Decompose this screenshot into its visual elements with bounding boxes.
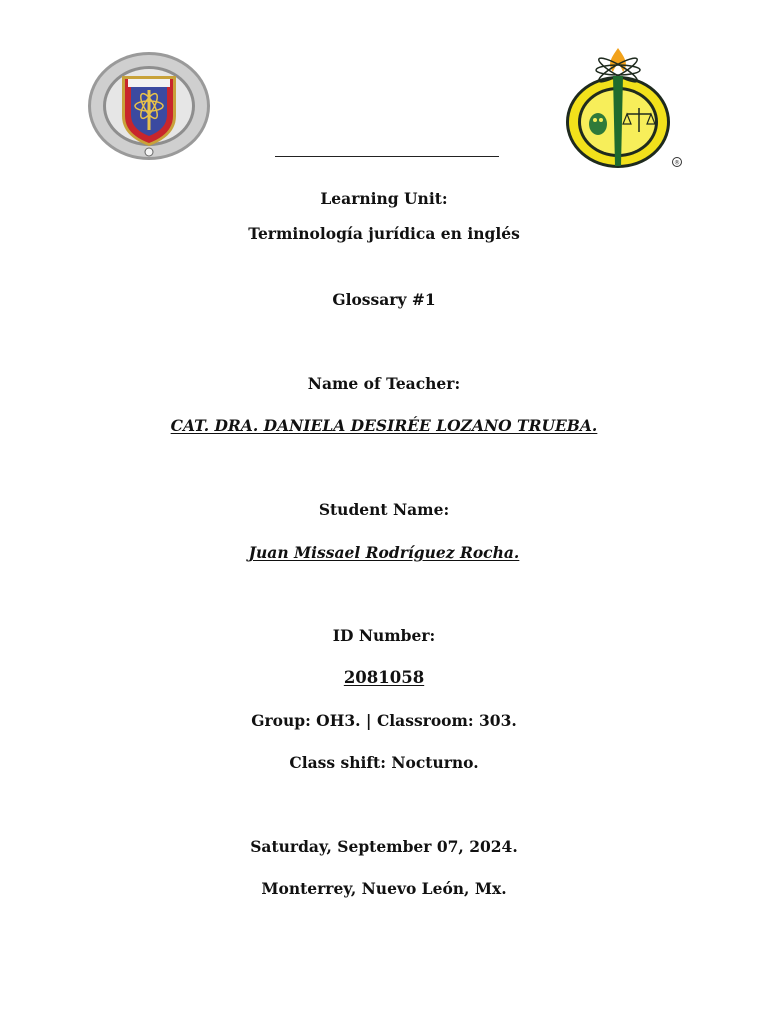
student-name-row [0,543,768,563]
group-classroom: Group: OH3. | Classroom: 303. [251,711,517,730]
id-number: 2081058 [343,668,425,687]
teacher-name: CAT. DRA. DANIELA DESIRÉE LOZANO TRUEBA. [170,416,598,435]
signature-line [275,156,499,157]
location: Monterrey, Nuevo León, Mx. [261,879,507,898]
uanl-seal-logo [86,50,212,162]
student-name: Juan Missael Rodríguez Rocha. [248,543,520,562]
glossary-title: Glossary #1 [332,290,436,309]
class-shift: Class shift: Nocturno. [289,753,479,772]
faculty-of-law-seal-logo [563,44,687,174]
id-label: ID Number: [332,626,436,645]
date: Saturday, September 07, 2024. [250,837,518,856]
student-label: Student Name: [318,500,450,519]
id-number-row [0,668,768,688]
learning-unit-label: Learning Unit: [320,189,448,208]
teacher-name-row [0,416,768,436]
learning-unit-value: Terminología jurídica en inglés [248,224,520,243]
teacher-label: Name of Teacher: [307,374,461,393]
registered-mark: ® [674,159,680,167]
